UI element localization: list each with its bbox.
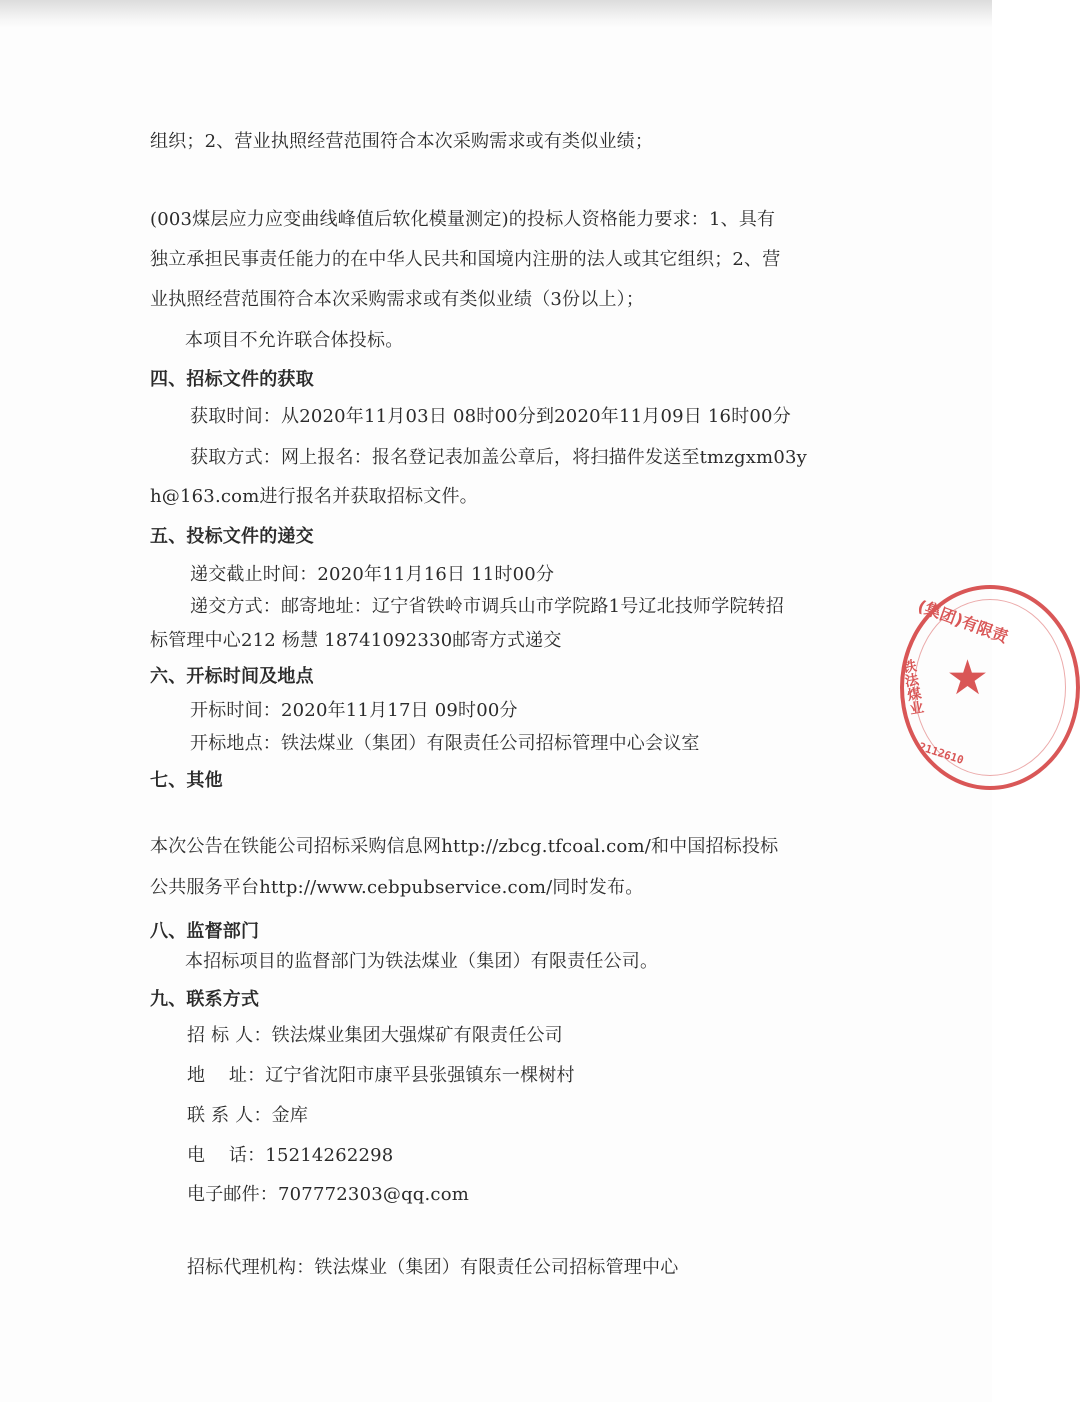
supervision-text: 本招标项目的监督部门为铁法煤业（集团）有限责任公司。 xyxy=(185,951,659,972)
opening-place: 开标地点：铁法煤业（集团）有限责任公司招标管理中心会议室 xyxy=(190,733,700,754)
seal-number: 2112610 xyxy=(917,740,966,767)
seal-left-text: 铁法煤业 xyxy=(899,658,925,716)
text-line: 本项目不允许联合体投标。 xyxy=(185,330,404,351)
submit-deadline: 递交截止时间：2020年11月16日 11时00分 xyxy=(190,564,555,585)
phone: 电 话：15214262298 xyxy=(187,1145,394,1166)
acquire-method: 获取方式：网上报名：报名登记表加盖公章后，将扫描件发送至tmzgxm03y xyxy=(190,447,807,468)
section-heading-5: 五、投标文件的递交 xyxy=(150,526,314,547)
text-line: 独立承担民事责任能力的在中华人民共和国境内注册的法人或其它组织；2、营 xyxy=(150,249,781,270)
email: 电子邮件：707772303@qq.com xyxy=(187,1184,470,1205)
acquire-time: 获取时间：从2020年11月03日 08时00分到2020年11月09日 16时00分 xyxy=(190,406,791,427)
tenderer: 招 标 人：铁法煤业集团大强煤矿有限责任公司 xyxy=(187,1025,563,1046)
acquire-method-cont: h@163.com进行报名并获取招标文件。 xyxy=(150,486,478,507)
opening-time: 开标时间：2020年11月17日 09时00分 xyxy=(190,700,518,721)
official-seal xyxy=(900,585,1080,790)
tender-agency: 招标代理机构：铁法煤业（集团）有限责任公司招标管理中心 xyxy=(187,1257,679,1278)
text-line: 组织；2、营业执照经营范围符合本次采购需求或有类似业绩； xyxy=(150,131,654,152)
seal-top-text: (集团)有限责 xyxy=(915,596,1011,647)
section-heading-8: 八、监督部门 xyxy=(150,921,260,942)
section-heading-6: 六、开标时间及地点 xyxy=(150,666,314,687)
submit-method: 递交方式：邮寄地址：辽宁省铁岭市调兵山市学院路1号辽北技师学院转招 xyxy=(190,596,785,617)
star-icon: ★ xyxy=(946,650,990,706)
contact-person: 联 系 人：金库 xyxy=(187,1105,309,1126)
other-text-cont: 公共服务平台http://www.cebpubservice.com/同时发布。 xyxy=(150,877,644,898)
other-text: 本次公告在铁能公司招标采购信息网http://zbcg.tfcoal.com/和中国招标投标 xyxy=(150,836,779,857)
address: 地 址：辽宁省沈阳市康平县张强镇东一棵树村 xyxy=(187,1065,575,1086)
submit-method-cont: 标管理中心212 杨慧 18741092330邮寄方式递交 xyxy=(150,630,562,651)
section-heading-4: 四、招标文件的获取 xyxy=(150,369,314,390)
text-line: (003煤层应力应变曲线峰值后软化模量测定)的投标人资格能力要求：1、具有 xyxy=(150,209,776,230)
section-heading-7: 七、其他 xyxy=(150,770,223,791)
section-heading-9: 九、联系方式 xyxy=(150,989,260,1010)
text-line: 业执照经营范围符合本次采购需求或有类似业绩（3份以上）； xyxy=(150,289,645,310)
scan-edge-shadow xyxy=(0,0,992,28)
